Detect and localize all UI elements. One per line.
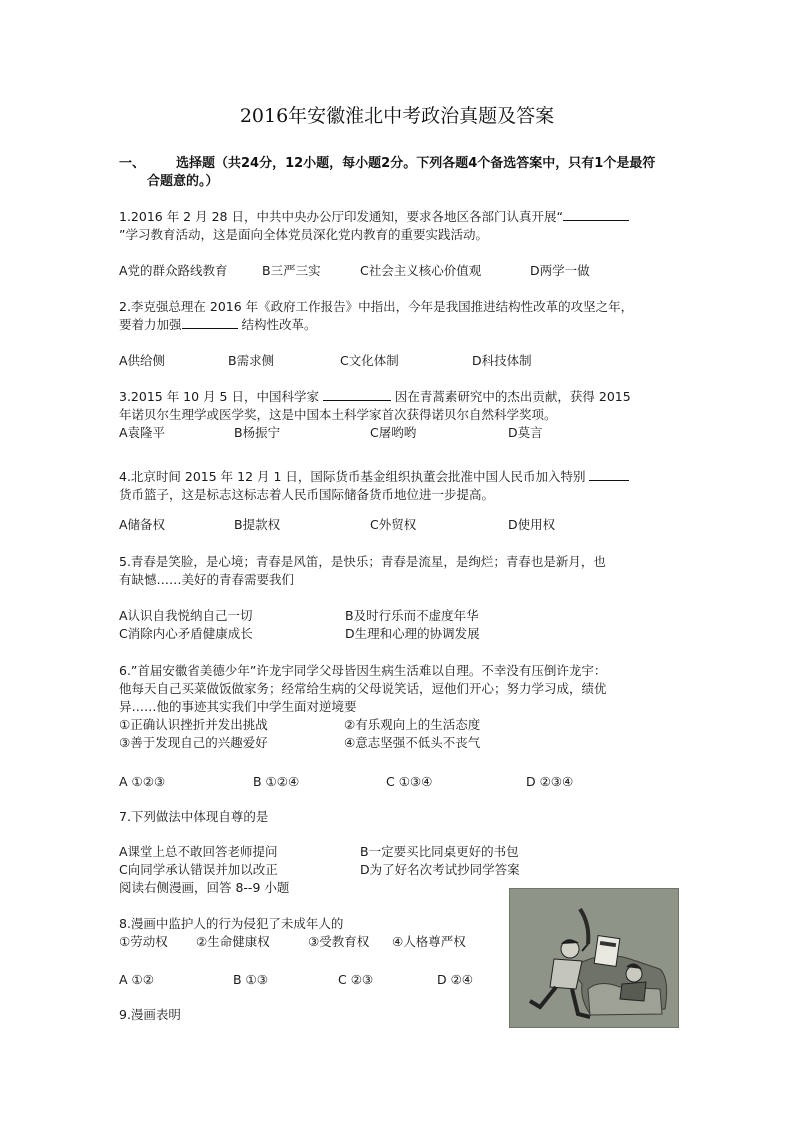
section-heading-line1: 选择题（共24分，12小题，每小题2分。下列各题4个备选答案中，只有1个是最符 [176, 156, 656, 171]
question-stem: 他每天自己买菜做饭做家务；经常给生病的父母说笑话，逗他们开心；努力学习成，绩优 [119, 681, 607, 696]
option-c: C外贸权 [370, 517, 417, 532]
question-stem: 要着力加强 [119, 317, 182, 332]
option-c: C文化体制 [340, 353, 399, 368]
answer-blank [563, 208, 629, 221]
option-c: C社会主义核心价值观 [360, 263, 482, 278]
option-c: C ①③④ [386, 774, 433, 789]
question-stem: 有缺憾……美好的青春需要我们 [119, 572, 295, 587]
option-b: B ①②④ [253, 774, 300, 789]
statement-1: ①正确认识挫折并发出挑战 [119, 717, 268, 732]
statement-4: ④人格尊严权 [392, 934, 466, 949]
cartoon-illustration [510, 889, 678, 1027]
question-stem: 货币篮子，这是标志这标志着人民币国际储备货币地位进一步提高。 [119, 487, 495, 502]
option-a: A ①② [119, 972, 154, 987]
statement-1: ①劳动权 [119, 934, 168, 949]
question-stem: 结构性改革。 [237, 317, 317, 332]
option-d: D生理和心理的协调发展 [345, 626, 480, 641]
option-a: A党的群众路线教育 [119, 263, 228, 278]
option-b: B ①③ [233, 972, 268, 987]
question-stem: 5.青春是笑脸，是心境；青春是风笛，是快乐；青春是流星，是绚烂；青春也是新月，也 [119, 554, 606, 569]
statement-3: ③善于发现自己的兴趣爱好 [119, 735, 268, 750]
option-a: A课堂上总不敢回答老师提问 [119, 844, 278, 859]
option-d: D使用权 [508, 517, 556, 532]
option-b: B提款权 [234, 517, 281, 532]
question-stem: 异……他的事迹其实我们中学生面对逆境要 [119, 699, 357, 714]
option-c: C向同学承认错误并加以改正 [119, 862, 278, 877]
option-c: C ②③ [338, 972, 374, 987]
option-b: B需求侧 [228, 353, 275, 368]
option-b: B及时行乐而不虚度年华 [345, 608, 479, 623]
section-heading-line2: 合题意的。） [147, 174, 219, 189]
statement-2: ②有乐观向上的生活态度 [344, 717, 481, 732]
answer-blank [589, 468, 629, 481]
statement-4: ④意志坚强不低头不丧气 [344, 735, 481, 750]
option-a: A储备权 [119, 517, 166, 532]
option-a: A袁隆平 [119, 425, 166, 440]
option-b: B三严三实 [262, 263, 321, 278]
statement-2: ②生命健康权 [196, 934, 270, 949]
option-b: B杨振宁 [234, 425, 281, 440]
question-stem: 7.下列做法中体现自尊的是 [119, 809, 269, 824]
answer-blank [323, 388, 391, 401]
option-d: D ②③④ [526, 774, 574, 789]
answer-blank [182, 316, 238, 329]
question-stem: 1.2016 年 2 月 28 日，中共中央办公厅印发通知，要求各地区各部门认真开展“ [119, 209, 563, 224]
question-stem: 2.李克强总理在 2016 年《政府工作报告》中指出，今年是我国推进结构性改革的攻坚之年， [119, 299, 634, 314]
statement-3: ③受教育权 [308, 934, 370, 949]
question-stem: 3.2015 年 10 月 5 日，中国科学家 [119, 389, 323, 404]
option-d: D莫言 [508, 425, 543, 440]
cartoon-image [509, 888, 679, 1028]
question-stem: 因在青蒿素研究中的杰出贡献，获得 2015 [390, 389, 631, 404]
option-d: D ②④ [437, 972, 474, 987]
question-stem: 8.漫画中监护人的行为侵犯了未成年人的 [119, 916, 344, 931]
option-d: D为了好名次考试抄同学答案 [360, 862, 520, 877]
option-c: C屠哟哟 [370, 425, 417, 440]
section-number: 一、 [119, 156, 146, 171]
question-stem: ”学习教育活动，这是面向全体党员深化党内教育的重要实践活动。 [119, 227, 488, 242]
question-stem: 4.北京时间 2015 年 12 月 1 日，国际货币基金组织执董会批准中国人民币加入特别 [119, 469, 590, 484]
option-c: C消除内心矛盾健康成长 [119, 626, 253, 641]
question-stem: 年诺贝尔生理学或医学奖，这是中国本土科学家首次获得诺贝尔自然科学奖项。 [119, 407, 557, 422]
option-d: D两学一做 [530, 263, 590, 278]
page-title: 2016年安徽淮北中考政治真题及答案 [239, 105, 555, 127]
option-a: A供给侧 [119, 353, 166, 368]
option-a: A ①②③ [119, 774, 166, 789]
question-stem: 6.”首届安徽省美德少年”许龙宇同学父母皆因生病生活难以自理。不幸没有压倒许龙宇： [119, 663, 607, 678]
question-9-stem: 9.漫画表明 [119, 1007, 181, 1022]
comic-instruction: 阅读右侧漫画，回答 8--9 小题 [119, 880, 290, 895]
option-a: A认识自我悦纳自己一切 [119, 608, 253, 623]
option-d: D科技体制 [472, 353, 532, 368]
option-b: B一定要买比同桌更好的书包 [360, 844, 519, 859]
